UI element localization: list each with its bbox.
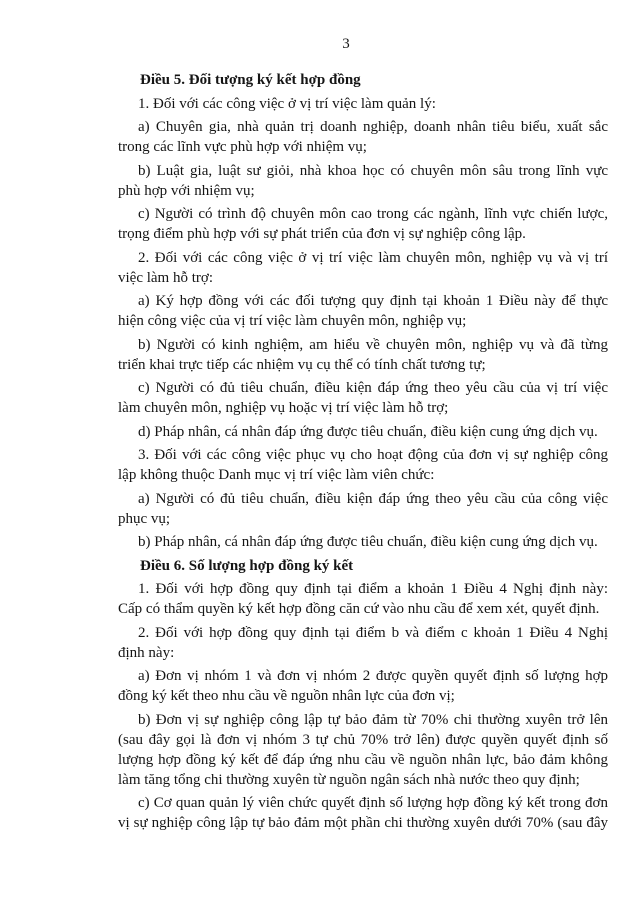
text-line: 1. Đối với các công việc ở vị trí việc làm quản lý: — [138, 95, 436, 112]
article-5-clause-3-point-b — [118, 532, 608, 552]
text-line: lập không thuộc Danh mục vị trí việc làm viên chức: — [118, 467, 435, 483]
text-line: triển khai trực tiếp các nhiệm vụ cụ thể có tính chất tương tự; — [118, 356, 486, 373]
article-5-heading: Điều 5. Đối tượng ký kết hợp đồng — [140, 72, 361, 88]
page-number: 3 — [342, 36, 350, 52]
text-line: 3. Đối với các công việc phục vụ cho hoạt động của đơn vị sự nghiệp công — [138, 447, 608, 463]
text-line: việc làm hỗ trợ: — [118, 269, 213, 286]
text-line: (sau đây gọi là đơn vị nhóm 3 tự chủ 70% trở lên) được quyền quyết định số — [118, 731, 608, 748]
text-line: định này: — [118, 644, 175, 661]
text-line: b) Pháp nhân, cá nhân đáp ứng được tiêu chuẩn, điều kiện cung ứng dịch vụ. — [138, 534, 598, 550]
article-5-clause-3-point-a — [118, 489, 608, 529]
article-6-heading: Điều 6. Số lượng hợp đồng ký kết — [140, 557, 354, 574]
text-line: hiện công việc của vị trí việc làm chuyên môn, nghiệp vụ; — [118, 313, 467, 329]
text-line: b) Đơn vị sự nghiệp công lập tự bảo đảm từ 70% chi thường xuyên trở lên — [138, 711, 608, 728]
text-line: b) Luật gia, luật sư giỏi, nhà khoa học có chuyên môn sâu trong lĩnh vực — [138, 162, 608, 179]
text-line: b) Người có kinh nghiệm, am hiểu về chuyên môn, nghiệp vụ và đã từng — [138, 336, 608, 353]
text-line: vị sự nghiệp công lập tự bảo đảm một phần chi thường xuyên dưới 70% (sau đây — [118, 815, 608, 831]
text-line: c) Người có đủ tiêu chuẩn, điều kiện đáp ứng theo yêu cầu của vị trí việc — [138, 380, 608, 396]
text-line: c) Cơ quan quản lý viên chức quyết định số lượng hợp đồng ký kết trong đơn — [138, 795, 608, 811]
text-line: a) Chuyên gia, nhà quản trị doanh nghiệp, doanh nhân tiêu biểu, xuất sắc — [138, 119, 608, 135]
text-line: a) Người có đủ tiêu chuẩn, điều kiện đáp ứng theo yêu cầu của công việc — [138, 490, 608, 507]
text-line: trọng điểm phù hợp với sự phát triển của đơn vị sự nghiệp công lập. — [118, 226, 526, 242]
text-line: đồng ký kết theo nhu cầu về nguồn nhân lực của đơn vị; — [118, 688, 455, 704]
article-6-clause-2-point-b — [118, 710, 608, 790]
text-line: làm chuyên môn, nghiệp vụ hoặc vị trí việc làm hỗ trợ; — [118, 400, 449, 416]
text-line: 1. Đối với hợp đồng quy định tại điểm a khoản 1 Điều 4 Nghị định này: — [138, 581, 608, 597]
article-5-clause-2-point-b — [118, 335, 608, 375]
text-line: trong các lĩnh vực phù hợp với nhiệm vụ; — [118, 139, 367, 155]
article-5-clause-1-point-c — [118, 204, 608, 244]
article-5-clause-2-point-c — [118, 378, 608, 418]
article-5-clause-2-point-a — [118, 291, 608, 331]
document-body — [118, 70, 608, 837]
article-5-clause-1-point-a — [118, 117, 608, 157]
article-6-clause-2 — [118, 623, 608, 663]
article-5-clause-1 — [118, 94, 608, 114]
article-5-clause-3 — [118, 445, 608, 485]
article-5-clause-2 — [118, 248, 608, 288]
text-line: lượng hợp đồng ký kết để đáp ứng nhu cầu về nguồn nhân lực, bảo đảm không — [118, 751, 608, 768]
text-line: c) Người có trình độ chuyên môn cao trong các ngành, lĩnh vực chiến lược, — [138, 206, 608, 222]
article-6-clause-1 — [118, 579, 608, 619]
text-line: phục vụ; — [118, 510, 171, 527]
text-line: làm tăng tổng chi thường xuyên từ nguồn ngân sách nhà nước theo quy định; — [118, 771, 580, 788]
text-line: phù hợp với nhiệm vụ; — [118, 182, 255, 199]
text-line: Cấp có thẩm quyền ký kết hợp đồng căn cứ vào nhu cầu để xem xét, quyết định. — [118, 601, 600, 617]
text-line: a) Đơn vị nhóm 1 và đơn vị nhóm 2 được quyền quyết định số lượng hợp — [138, 668, 608, 684]
text-line: 2. Đối với các công việc ở vị trí việc làm chuyên môn, nghiệp vụ và vị trí — [138, 249, 608, 266]
text-line: a) Ký hợp đồng với các đối tượng quy định tại khoản 1 Điều này để thực — [138, 293, 608, 309]
text-line: 2. Đối với hợp đồng quy định tại điểm b và điểm c khoản 1 Điều 4 Nghị — [138, 624, 608, 641]
text-line: d) Pháp nhân, cá nhân đáp ứng được tiêu chuẩn, điều kiện cung ứng dịch vụ. — [138, 423, 598, 440]
article-6-clause-2-point-c — [118, 793, 608, 833]
article-5-clause-1-point-b — [118, 161, 608, 201]
article-5-clause-2-point-d — [118, 422, 608, 442]
article-6-clause-2-point-a — [118, 666, 608, 706]
